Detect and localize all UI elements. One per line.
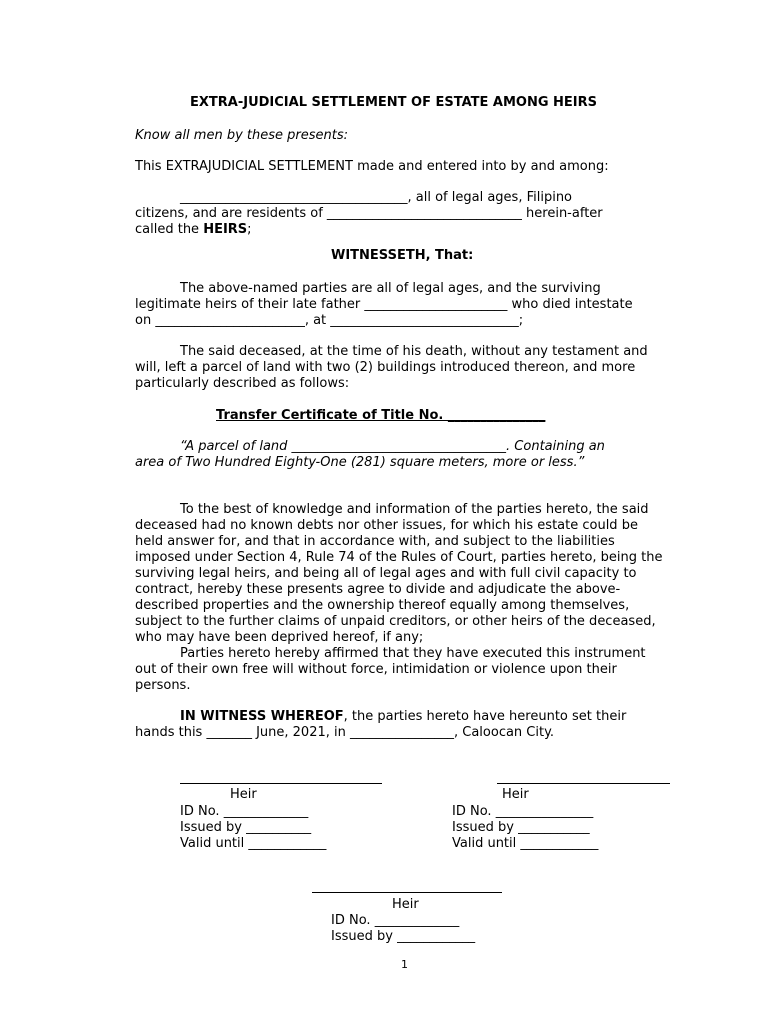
witness-whereof: IN WITNESS WHEREOF (180, 709, 344, 724)
page-number: 1 (401, 958, 408, 971)
parties-blank: ___________________________________, (180, 190, 412, 205)
signature-label-1: Heir (230, 787, 257, 802)
salutation: Know all men by these presents: (135, 128, 349, 143)
witnesseth-heading: WITNESSETH, That: (331, 248, 474, 263)
signature-issued-1: Issued by __________ (180, 820, 312, 835)
paragraph-debts: To the best of knowledge and information of the parties hereto, the said deceased had no known debts nor other issues, for which his estate could be held answer for, and that in accordance with, and subject to the liabilities imposed under Section 4, Rule 74 of the Rules of Court, parties hereto, being the surviving legal heirs, and being all of legal ages and with full civil capacity to contract, hereby these presents agree to divide and adjudicate the above- described properties and the ownership thereof equally among themselves, subject to the further claims of unpaid creditors, or other heirs of the deceased, who may have been deprived hereof, if any; (135, 502, 663, 645)
signature-line-3 (312, 892, 502, 893)
paragraph-heirs: The above-named parties are all of legal ages, and the surviving legitimate heirs of their late father ______________________ who died intestate on _______________________, at _____________________________; (135, 281, 633, 328)
signature-id-3: ID No. _____________ (331, 913, 460, 928)
intro-text: This EXTRAJUDICIAL SETTLEMENT made and entered into by and among: (135, 159, 609, 174)
signature-line-1 (180, 783, 382, 784)
land-description: “A parcel of land _________________________________. Containing an area of Two Hundred Eighty-One (281) square meters, more or less.” (135, 439, 605, 470)
signature-line-2 (497, 783, 670, 784)
paragraph-affirmation: Parties hereto hereby affirmed that they have executed this instrument out of their own free will without force, intimidation or violence upon their persons. (135, 646, 646, 693)
signature-issued-2: Issued by ___________ (452, 820, 590, 835)
parties-paragraph: ___________________________________, all of legal ages, Filipino citizens, and are residents of ______________________________ herein-after called the HEIRS; (135, 190, 603, 237)
document-title: EXTRA-JUDICIAL SETTLEMENT OF ESTATE AMONG HEIRS (190, 95, 598, 110)
heirs-term: HEIRS (203, 222, 248, 237)
signature-valid-2: Valid until ____________ (452, 836, 599, 851)
signature-issued-3: Issued by ____________ (331, 929, 476, 944)
witness-clause: IN WITNESS WHEREOF, the parties hereto have hereunto set their hands this _______ June, 2021, in ________________, Caloocan City. (135, 709, 627, 740)
signature-label-2: Heir (502, 787, 529, 802)
signature-label-3: Heir (392, 897, 419, 912)
signature-id-2: ID No. _______________ (452, 804, 594, 819)
signature-id-1: ID No. _____________ (180, 804, 309, 819)
paragraph-deceased: The said deceased, at the time of his death, without any testament and will, left a parcel of land with two (2) buildings introduced thereon, and more particularly described as follows: (135, 344, 648, 391)
tct-heading: Transfer Certificate of Title No. _______________ (216, 408, 546, 423)
signature-valid-1: Valid until ____________ (180, 836, 327, 851)
